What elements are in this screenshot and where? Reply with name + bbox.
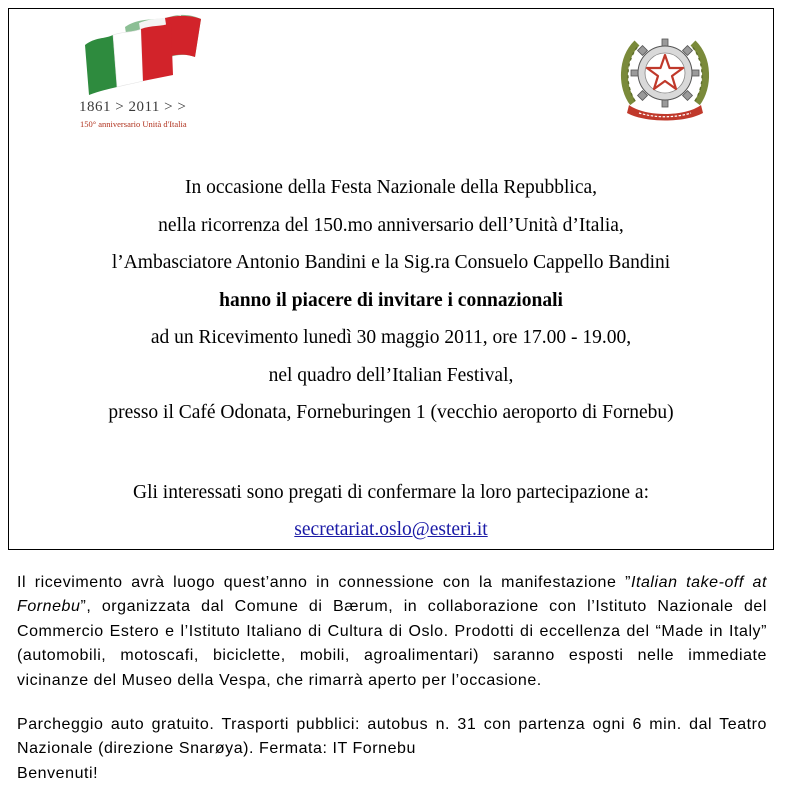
anniversary-logo [77,13,217,133]
notes-event-intro: Il ricevimento avrà luogo quest’anno in connessione con la manifestazione ” [17,574,631,591]
invitation-line-festival: nel quadro dell’Italian Festival, [268,364,514,386]
invitation-line-hosts: l’Ambasciatore Antonio Bandini e la Sig.ra Consuelo Cappello Bandini [111,252,671,273]
invitation-line-rsvp: Gli interessati sono pregati di confermare la loro partecipazione a: [133,481,649,503]
event-notes [17,571,767,786]
invitation-card [8,8,774,550]
invitation-line-date: ad un Ricevimento lunedì 30 maggio 2011, ore 17.00 - 19.00, [150,327,632,348]
invitation-spacer [9,432,773,474]
invitation-line-venue: presso il Café Odonata, Forneburingen 1 (vecchio aeroporto di Fornebu) [108,402,674,423]
anniversary-subtitle: 150° anniversario Unità d'Italia [80,119,187,129]
emblem-of-italy-icon [615,25,715,125]
invitation-text [9,169,773,549]
italian-flags-icon [77,13,207,97]
invitation-line-invite: hanno il piacere di invitare i connazionali [219,289,563,311]
rsvp-email-link[interactable]: secretariat.oslo@esteri.it [294,519,488,540]
invitation-line-anniversary: nella ricorrenza del 150.mo anniversario dell’Unità d’Italia, [158,214,624,236]
anniversary-years: 1861 > 2011 > > [79,99,187,115]
notes-event-details: ”, organizzata dal Comune di Bærum, in collaborazione con l’Istituto Nazionale del Commercio Estero e l’Istituto Italiano di Cultura di Oslo. Prodotti di eccellenza del “Made in Italy” (automobili, motoscafi, biciclette, mobili, agroalimentari) saranno esposti nelle immediate vicinanze del Museo della Vespa, che rimarrà aperto per l’occasione. [17,598,767,689]
rsvp-email-line [9,511,773,549]
invitation-line-occasion: In occasione della Festa Nazionale della Repubblica, [184,177,598,198]
notes-paragraph-event [17,571,767,693]
notes-welcome: Benvenuti! [17,764,99,782]
notes-event-title: Italian take-off at Fornebu [17,574,767,616]
notes-paragraph-transport: Parcheggio auto gratuito. Trasporti pubblici: autobus n. 31 con partenza ogni 6 min. dal Teatro Nazionale (direzione Snarøya). Fermata: IT Fornebu [17,716,767,758]
